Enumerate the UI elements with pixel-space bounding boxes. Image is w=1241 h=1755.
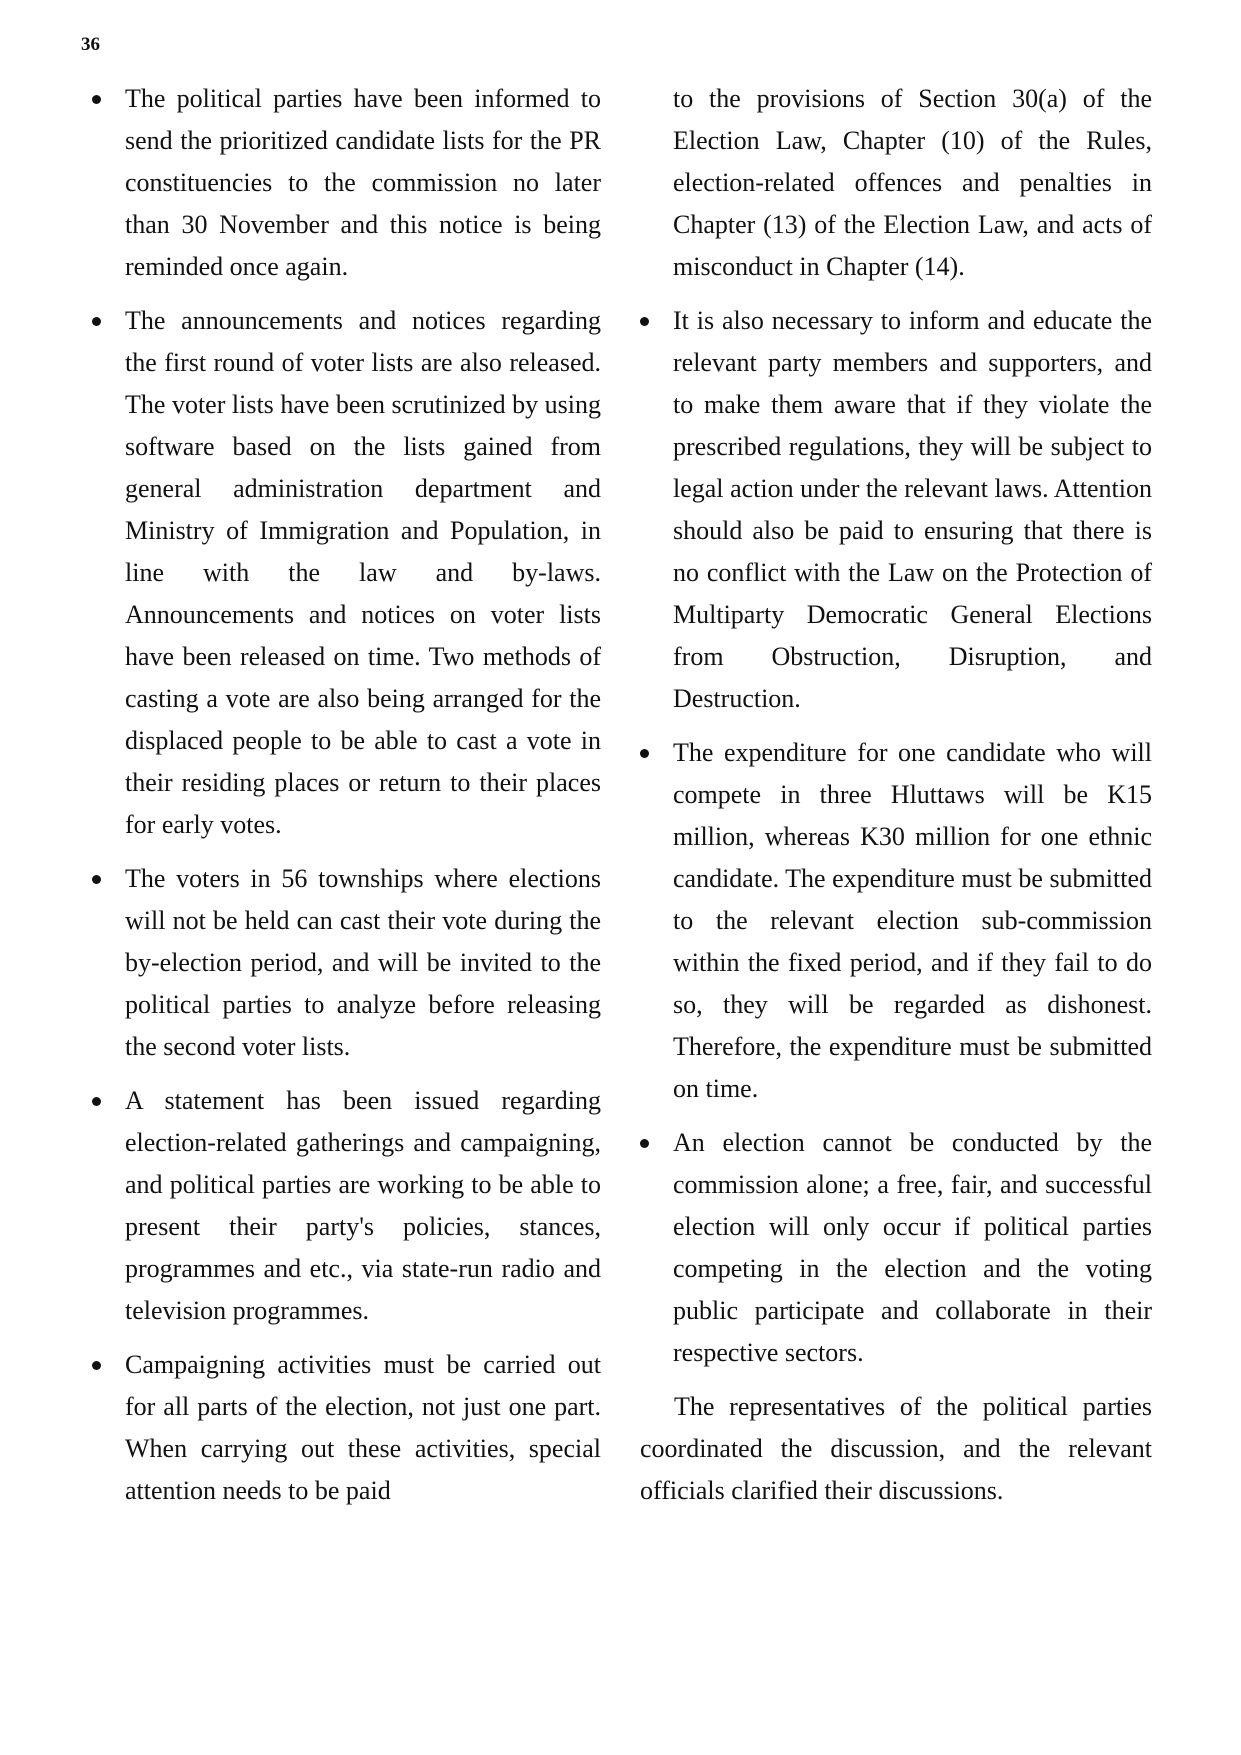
list-item-text: The announcements and notices regarding the first round of voter lists are also released. The voter lists have been scrutinized by using software based on the lists gained from general administration department and Ministry of Immigration and Population, in line with the law and by-laws. Announcements and notices on voter lists have been released on time. Two methods of casting a vote are also being arranged for the displaced people to be able to cast a vote in their residing places or return to their places for early votes. [125,306,601,839]
list-item-text: Campaigning activities must be carried out for all parts of the election, not just one part. When carrying out these activities, special attention needs to be paid [125,1350,601,1505]
list-item [92,78,601,288]
bullet-icon [92,317,101,326]
bullet-icon [92,875,101,884]
list-item [92,300,601,846]
left-column [92,78,601,1512]
list-item-text: The political parties have been informed to send the prioritized candidate lists for the PR constituencies to the commission no later than 30 November and this notice is being reminded once again. [125,84,601,281]
list-item-text: A statement has been issued regarding election-related gatherings and campaigning, and political parties are working to be able to present their party's policies, stances, programmes and etc., via state-run radio and television programmes. [125,1086,601,1325]
bullet-icon [640,317,649,326]
bullet-icon [92,95,101,104]
list-item [92,1344,601,1512]
bullet-icon [92,1097,101,1106]
list-item-text: It is also necessary to inform and educate the relevant party members and supporters, and to make them aware that if they violate the prescribed regulations, they will be subject to legal action under the relevant laws. Attention should also be paid to ensuring that there is no conflict with the Law on the Protection of Multiparty Democratic General Elections from Obstruction, Disruption, and Destruction. [673,306,1152,713]
right-column [640,78,1152,1512]
bullet-icon [640,749,649,758]
closing-paragraph: The representatives of the political parties coordinated the discussion, and the relevant officials clarified their discussions. [640,1392,1152,1505]
bullet-icon [640,1139,649,1148]
bullet-list [640,300,1152,1374]
bullet-icon [92,1361,101,1370]
continued-list-item-text: to the provisions of Section 30(a) of the Election Law, Chapter (10) of the Rules, election-related offences and penalties in Chapter (13) of the Election Law, and acts of misconduct in Chapter (14). [673,84,1152,281]
list-item [92,1080,601,1332]
list-item [640,732,1152,1110]
page-number: 36 [81,34,100,55]
list-item-text: The expenditure for one candidate who will compete in three Hluttaws will be K15 million, whereas K30 million for one ethnic candidate. The expenditure must be submitted to the relevant election sub-commission within the fixed period, and if they fail to do so, they will be regarded as dishonest. Therefore, the expenditure must be submitted on time. [673,738,1152,1103]
list-item [640,1122,1152,1374]
bullet-list [92,78,601,1512]
list-item-text: The voters in 56 townships where elections will not be held can cast their vote during the by-election period, and will be invited to the political parties to analyze before releasing the second voter lists. [125,864,601,1061]
list-item [92,858,601,1068]
list-item [640,300,1152,720]
list-item-text: An election cannot be conducted by the commission alone; a free, fair, and successful election will only occur if political parties competing in the election and the voting public participate and collaborate in their respective sectors. [673,1128,1152,1367]
